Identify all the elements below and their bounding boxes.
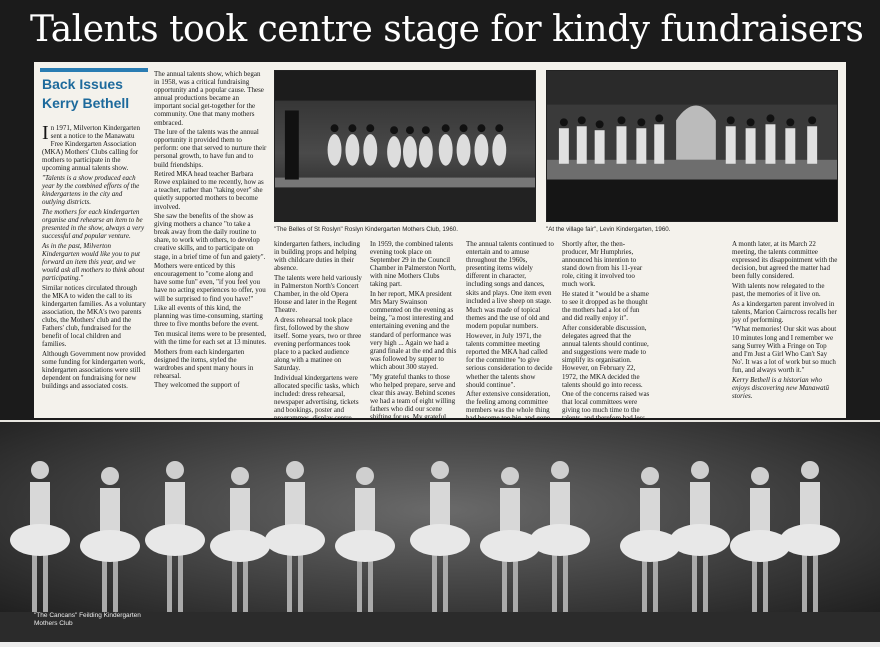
article-column-1 xyxy=(42,124,146,416)
article-paragraph xyxy=(42,124,146,173)
article-column-4 xyxy=(370,240,458,421)
article-paragraph: After extensive consideration, the feeling among committee members was the whole thing had become too big, and gone xyxy=(466,390,551,423)
headline: Talents took centre stage for kindy fundraisers xyxy=(30,9,864,50)
article-paragraph: "Talents is a show produced each year by the combined efforts of the kindergartens in the city and outlying districts. xyxy=(42,174,140,207)
article-paragraph: With talents now relegated to the past, the memories of it live on. xyxy=(732,281,825,299)
byline: Kerry Bethell xyxy=(42,95,130,111)
article-paragraph: A dress rehearsal took place first, followed by the show itself. Some years, two or three evening performances took place to a packed audience along with a matinee on Saturday. xyxy=(274,315,362,373)
section-accent-bar xyxy=(40,68,148,72)
article-paragraph: Much was made of topical themes and the use of old and modern popular numbers. xyxy=(466,306,550,331)
article-paragraph: Although Government now provided some funding for kindergarten work, kindergarten associations were still dependent on fundraising for new buildings and associated costs. xyxy=(42,350,146,391)
article-column-6 xyxy=(562,240,650,423)
article-paragraph: Mothers were enticed by this encouragement to "come along and have some fun" even, "if you feel you have no acting experiences to offer, you will be surprised to find you have!" xyxy=(154,262,266,303)
article-paragraph: She saw the benefits of the show as giving mothers a chance "to take a break away from the daily routine to share, to work with others, to develop creative skills, and to participate on stage, in a brief time of fun and gaiety". xyxy=(154,212,266,261)
photo-caption-3: "The Cancans" Feilding Kindergarten Mothers Club xyxy=(34,612,141,627)
article-paragraph: They welcomed the support of xyxy=(154,381,240,390)
photo-belles-of-st-roslyn xyxy=(274,70,536,222)
article-paragraph: Similar notices circulated through the MKA to widen the call to its kindergarten families. As a voluntary association, the MKA's two parents clubs, the Mothers' club and the Fathers' club, fundraised for the benefit of local children and families. xyxy=(42,283,146,349)
article-paragraph: However, in July 1971, the talents committee meeting reported the MKA had called for the committee "to give serious consideration to decide whether the talents show should continue". xyxy=(466,332,553,389)
article-paragraph: The talents were held variously in Palmerston North's Concert Chamber, in the old Opera House and later in the Regent Theatre. xyxy=(274,273,362,315)
article-paragraph: The mothers for each kindergarten organise and rehearse an item to be presented in the show, always a very successful and popular venture. xyxy=(42,207,145,241)
article-paragraph: The lure of the talents was the annual opportunity it provided them to perform: one that served to nurture their personal growth, to have fun and to build friendships. xyxy=(154,128,267,169)
article-paragraph: Retired MKA head teacher Barbara Rowe explained to me recently, how as a teacher, rather than "taking over" she quietly supported mothers to become involved. xyxy=(154,170,264,211)
photo-caption-2: "At the village fair", Levin Kindergarten, 1960. xyxy=(546,226,671,233)
article-paragraph: "My grateful thanks to those who helped prepare, serve and clear this away. Behind scenes we had a team of eight willing fathers who did our scene shifting for us. My grateful xyxy=(370,372,456,421)
article-paragraph: In her report, MKA president Mrs Mary Swainson commented on the evening as being, "a most interesting and entertaining evening and the standard of performance was very high ... Again we had a grand finale at the end and this was followed by supper to which about 300 stayed. xyxy=(370,290,457,371)
article-paragraph: The annual talents continued to entertain and to amuse throughout the 1960s, presenting items widely different in character, including songs and dances, skits and plays. One item even included a live sheep on stage. xyxy=(466,240,554,305)
article-paragraph: As a kindergarten parent involved in talents, Marion Cairncross recalls her joy of performing. xyxy=(732,299,837,324)
article-paragraph: "What memories! Our skit was about 10 minutes long and I remember we sang Surrey With a Fringe on Top and I'm Just a Girl Who Can't Say No'. It was a lot of work but so much fun, and always worth it." xyxy=(732,325,837,374)
article-paragraph: One of the concerns raised was that local committees were giving too much time to the talents, and therefore had less xyxy=(562,390,650,423)
article-paragraph: Kerry Bethell is a historian who enjoys discovering new Manawatū stories. xyxy=(732,375,830,400)
article-paragraph: kindergarten fathers, including in building props and helping with childcare duties in their absence. xyxy=(274,240,360,273)
article-column-7 xyxy=(658,240,838,416)
article-paragraph: Individual kindergartens were allocated specific tasks, which included: dress rehearsal, newspaper advertising, tickets and bookings, poster and programmes, display centre xyxy=(274,374,360,423)
photo-the-cancans xyxy=(0,420,880,640)
article-paragraph: The annual talents show, which began in 1958, was a critical fundraising opportunity and a popular cause. These annual productions became an important social get-together for the community. One that many mothers embraced. xyxy=(154,70,264,127)
paragraph-text: n 1971, Milverton Kindergarten sent a notice to the Manawatu Free Kindergarten Association (MKA) Mothers' Clubs calling for mothers to participate in the upcoming annual talents show. xyxy=(42,124,140,173)
photo-village-fair xyxy=(546,70,838,222)
article-paragraph: In 1959, the combined talents evening took place on September 29 in the Council Chamber in Palmerston North, with nine Mothers Clubs taking part. xyxy=(370,240,456,289)
article-paragraph: He stated it "would be a shame to see it dropped as he thought the mothers had a lot of fun and did really enjoy it". xyxy=(562,290,649,323)
article-paragraph: Mothers from each kindergarten designed the items, styled the wardrobes and spent many hours in rehearsal. xyxy=(154,347,254,380)
article-paragraph: Shortly after, the then-producer, Mr Humphries, announced his intention to stand down from his 11-year role, citing it involved too much work. xyxy=(562,240,643,289)
section-label: Back Issues xyxy=(42,76,123,92)
photo-caption-1: "The Belles of St Roslyn" Roslyn Kindergarten Mothers Club, 1960. xyxy=(274,226,458,233)
article-column-5 xyxy=(466,240,554,423)
article-column-3 xyxy=(274,240,362,423)
article-panel xyxy=(34,62,846,423)
article-paragraph: Ten musical items were to be presented, with the time for each set at 13 minutes. xyxy=(154,329,267,346)
article-paragraph: After considerable discussion, delegates agreed that the annual talents should continue, and suggestions were made to simplify its organisation. However, on February 22, 1972, the MKA decided the talents should go into recess. xyxy=(562,323,649,389)
article-paragraph: Like all events of this kind, the planning was time-consuming, starting three to five months before the event. xyxy=(154,304,263,329)
article-paragraph: A month later, at its March 22 meeting, the talents committee expressed its disappointment with the decision, but agreed the matter had been fully considered. xyxy=(732,240,838,281)
drop-cap: I xyxy=(42,122,49,144)
article-column-2 xyxy=(154,70,267,416)
article-paragraph: As in the past, Milverton Kindergarten would like you to put forward an item this year, and we would ask all mothers to think about participating." xyxy=(42,241,145,283)
